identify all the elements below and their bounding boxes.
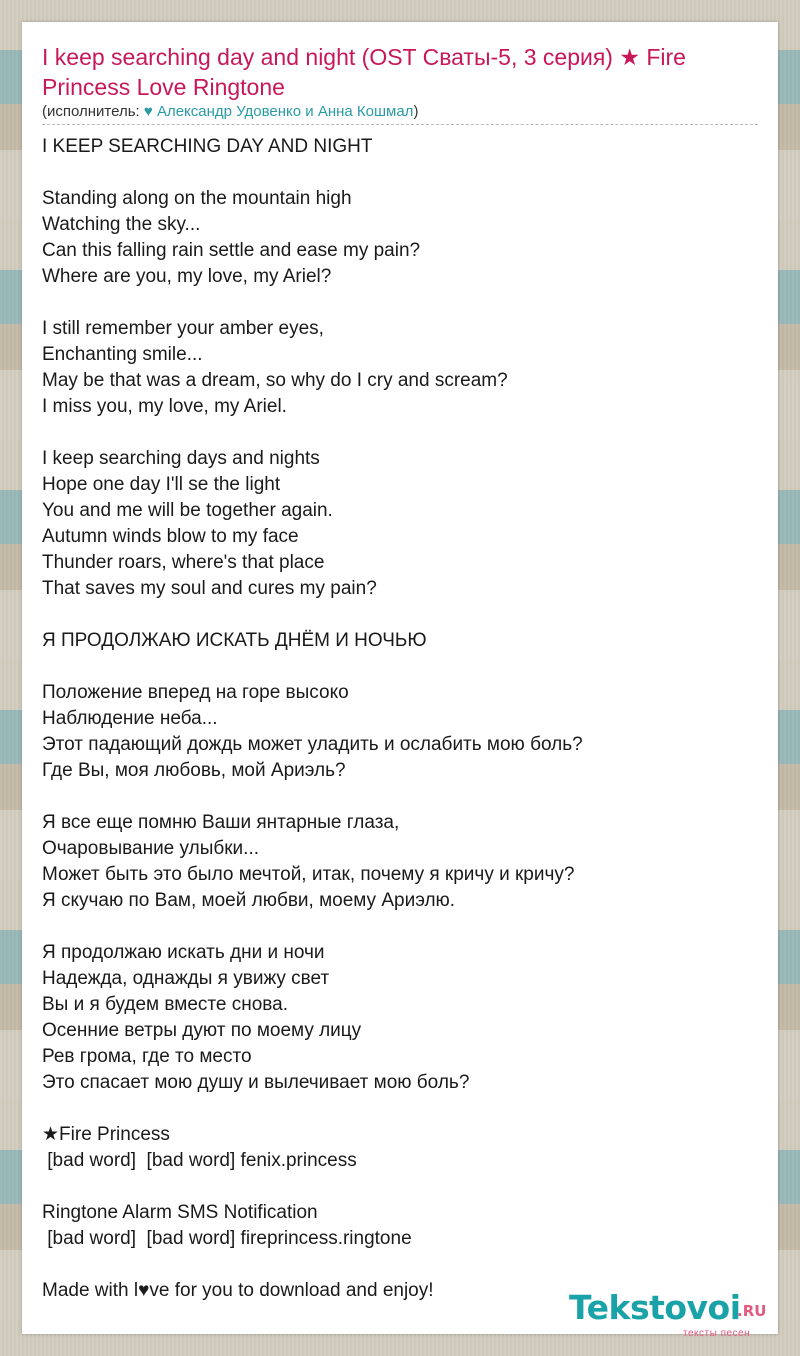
lyric-line: Thunder roars, where's that place [42,552,325,573]
lyric-line: Где Вы, моя любовь, мой Ариэль? [42,760,346,781]
lyric-line: You and me will be together again. [42,500,333,521]
lyric-line: Enchanting smile... [42,344,203,365]
lyric-line: I keep searching days and nights [42,448,320,469]
site-logo[interactable] [569,1290,779,1340]
lyric-line: Made with l♥ve for you to download and enjoy! [42,1280,434,1301]
lyric-line: Я скучаю по Вам, моей любви, моему Ариэлю. [42,890,456,911]
lyric-line [42,420,758,446]
logo-wordmark: Tekstovoi [569,1288,741,1327]
lyric-line: Watching the sky... [42,214,201,235]
lyric-line: Осенние ветры дуют по моему лицу [42,1020,362,1041]
lyric-line: Вы и я будем вместе снова. [42,994,289,1015]
lyric-line: Ringtone Alarm SMS Notification [42,1202,318,1223]
lyric-line: Standing along on the mountain high [42,188,352,209]
lyric-line: May be that was a dream, so why do I cry and scream? [42,370,508,391]
lyric-line: Очаровывание улыбки... [42,838,259,859]
lyric-line: Я все еще помню Ваши янтарные глаза, [42,812,400,833]
lyric-line [42,1174,758,1200]
lyric-line [42,602,758,628]
lyric-line: Наблюдение неба... [42,708,218,729]
lyric-line: Положение вперед на горе высоко [42,682,349,703]
lyric-line: ★Fire Princess [42,1124,170,1145]
song-title: I keep searching day and night (OST Сваты-5, 3 серия) ★ Fire Princess Love Ringtone [42,44,686,100]
performer-link[interactable]: ♥ Александр Удовенко и Анна Кошмал [143,103,414,120]
lyric-line [42,290,758,316]
performer-prefix: (исполнитель: [42,103,144,120]
song-header [42,42,758,125]
lyric-line: I KEEP SEARCHING DAY AND NIGHT [42,136,373,157]
lyric-line: [bad word] [bad word] fireprincess.ringtone [42,1228,412,1249]
lyric-line [42,1252,758,1278]
lyric-line [42,1096,758,1122]
performer-line [42,102,758,122]
lyric-line: Может быть это было мечтой, итак, почему я кричу и кричу? [42,864,575,885]
performer-suffix: ) [413,103,419,120]
lyric-line: Я продолжаю искать дни и ночи [42,942,325,963]
lyric-line: Этот падающий дождь может уладить и ослабить мою боль? [42,734,583,755]
lyric-line: That saves my soul and cures my pain? [42,578,377,599]
lyric-line: [bad word] [bad word] fenix.princess [42,1150,357,1171]
lyric-line [42,160,758,186]
lyric-line [42,914,758,940]
logo-tagline: тексты песен [683,1328,751,1339]
lyric-line: Where are you, my love, my Ariel? [42,266,332,287]
logo-tld: .RU [737,1302,767,1320]
lyric-line: Это спасает мою душу и вылечивает мою боль? [42,1072,470,1093]
lyric-line: Autumn winds blow to my face [42,526,299,547]
lyrics-page [22,22,778,1339]
lyric-line [42,784,758,810]
lyric-line: Надежда, однажды я увижу свет [42,968,330,989]
lyric-line: I miss you, my love, my Ariel. [42,396,287,417]
lyric-line: Hope one day I'll se the light [42,474,281,495]
lyric-line: I still remember your amber eyes, [42,318,324,339]
lyrics-text [42,134,758,1304]
lyric-line: Я ПРОДОЛЖАЮ ИСКАТЬ ДНЁМ И НОЧЬЮ [42,630,427,651]
lyric-line [42,654,758,680]
lyric-line: Can this falling rain settle and ease my pain? [42,240,421,261]
lyric-line: Рев грома, где то место [42,1046,252,1067]
